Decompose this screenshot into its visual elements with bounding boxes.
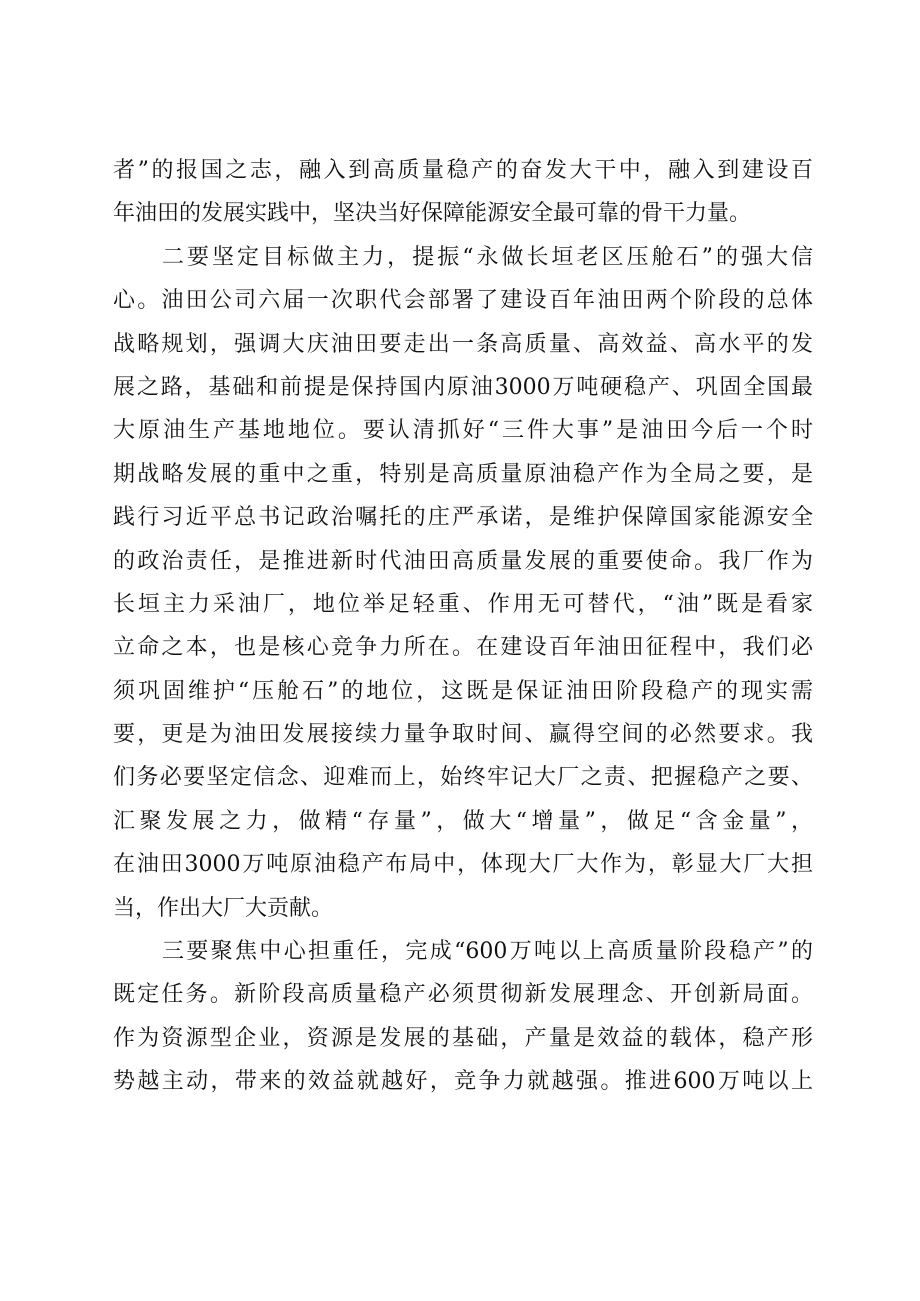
- text-line: 心。油田公司六届一次职代会部署了建设百年油田两个阶段的总体: [113, 288, 813, 314]
- text-line: 势越主动，带来的效益就越好，竞争力就越强。推进600万吨以上: [113, 1069, 813, 1095]
- text-line: 年油田的发展实践中，坚决当好保障能源安全最可靠的骨干力量。: [113, 201, 752, 227]
- text-line: 长垣主力采油厂，地位举足轻重、作用无可替代，“油”既是看家: [113, 591, 813, 617]
- text-line: 要，更是为油田发展接续力量争取时间、赢得空间的必然要求。我: [113, 722, 813, 748]
- text-line: 们务必要坚定信念、迎难而上，始终牢记大厂之责、把握稳产之要、: [113, 765, 813, 791]
- text-line: 须巩固维护“压舱石”的地位，这既是保证油田阶段稳产的现实需: [113, 678, 813, 704]
- text-line: 立命之本，也是核心竞争力所在。在建设百年油田征程中，我们必: [113, 635, 813, 661]
- text-line: 大原油生产基地地位。要认清抓好“三件大事”是油田今后一个时: [113, 418, 813, 444]
- text-line: 期战略发展的重中之重，特别是高质量原油稳产作为全局之要，是: [113, 461, 813, 487]
- text-line: 当，作出大厂大贡献。: [113, 895, 334, 921]
- text-line: 战略规划，强调大庆油田要走出一条高质量、高效益、高水平的发: [113, 331, 813, 357]
- text-line: 作为资源型企业，资源是发展的基础，产量是效益的载体，稳产形: [113, 1025, 813, 1051]
- paragraph-first-line: 二要坚定目标做主力，提振“永做长垣老区压舱石”的强大信: [162, 244, 813, 270]
- body-text: [113, 149, 813, 1104]
- text-line: 展之路，基础和前提是保持国内原油3000万吨硬稳产、巩固全国最: [113, 374, 813, 400]
- text-line: 汇聚发展之力，做精“存量”，做大“增量”，做足“含金量”，: [113, 808, 813, 834]
- text-line: 既定任务。新阶段高质量稳产必须贯彻新发展理念、开创新局面。: [113, 982, 813, 1008]
- text-line: 在油田3000万吨原油稳产布局中，体现大厂大作为，彰显大厂大担: [113, 852, 813, 878]
- text-line: 的政治责任，是推进新时代油田高质量发展的重要使命。我厂作为: [113, 548, 813, 574]
- text-line: 践行习近平总书记政治嘱托的庄严承诺，是维护保障国家能源安全: [113, 505, 813, 531]
- paragraph-first-line: 三要聚焦中心担重任，完成“600万吨以上高质量阶段稳产”的: [162, 939, 813, 965]
- text-line: 者”的报国之志，融入到高质量稳产的奋发大干中，融入到建设百: [113, 158, 813, 183]
